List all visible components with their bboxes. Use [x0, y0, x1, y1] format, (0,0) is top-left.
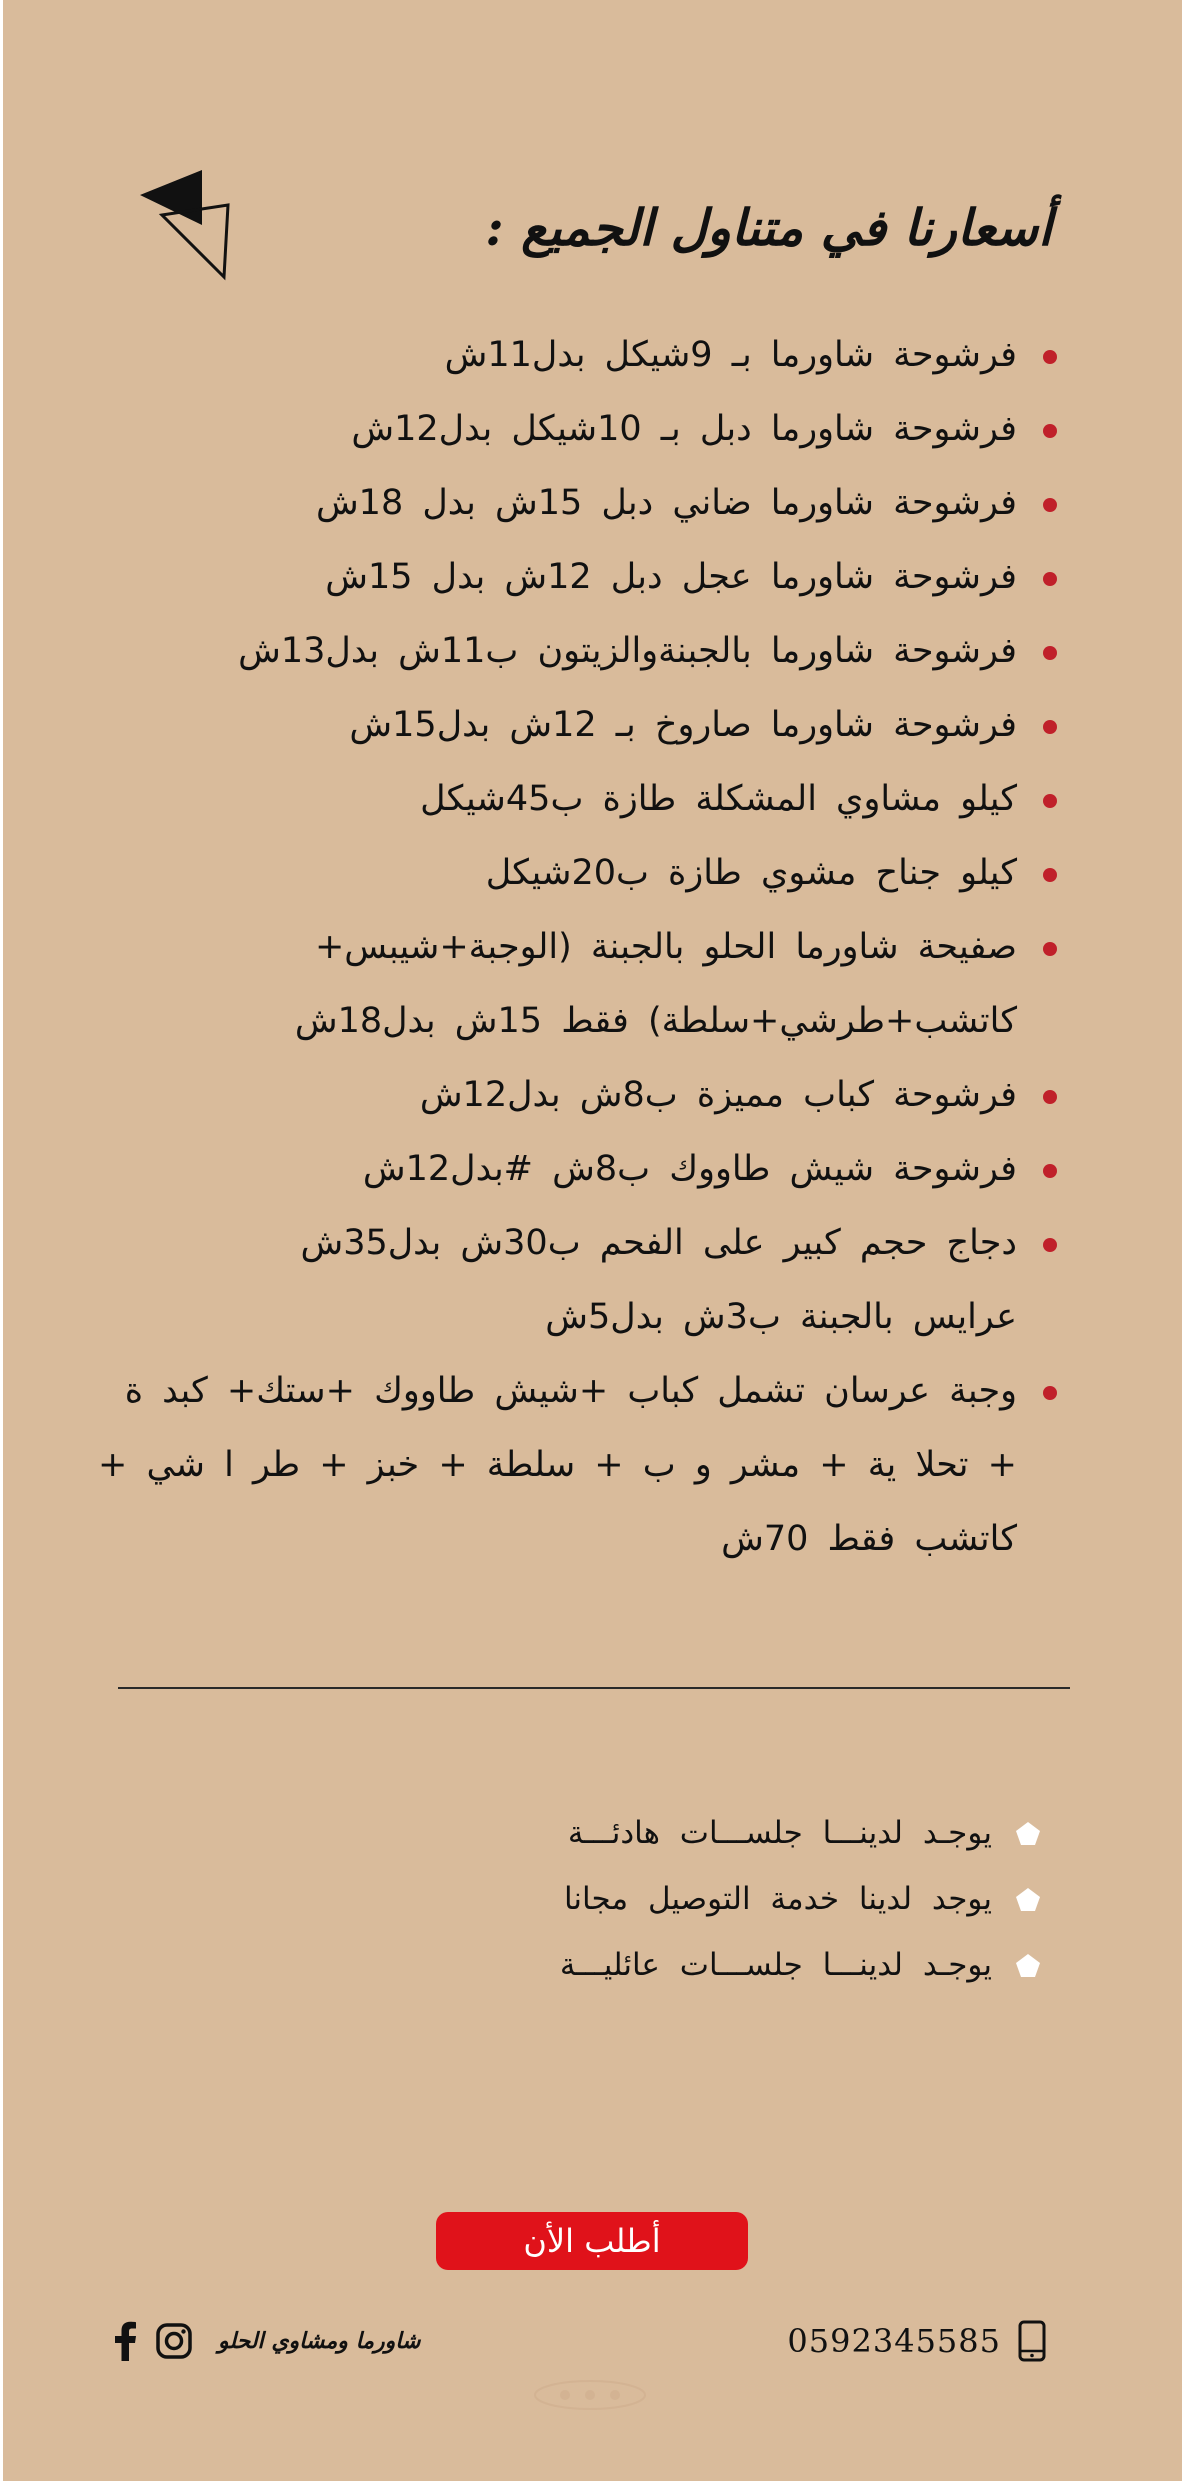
pentagon-bullet-icon [1014, 1886, 1042, 1914]
pentagon-bullet-icon [1014, 1952, 1042, 1980]
menu-item-text: كيلو جناح مشوي طازة ب20شيكل [485, 853, 1017, 893]
bullet-dot-icon [1043, 868, 1057, 882]
list-item [97, 1206, 1057, 1280]
section-divider [118, 1687, 1070, 1689]
list-item [97, 614, 1057, 688]
menu-item-text: فرشوحة شاورما بالجبنةوالزيتون ب11ش بدل13ش [238, 631, 1017, 671]
triangles-logo-icon [130, 165, 240, 285]
menu-item-text: وجبة عرسان تشمل كباب +شيش طاووك +ستك+ كبد ة + تحلا ية + مشر و ب + سلطة + خبز + طر ا شي + كاتشب فقط 70ش [98, 1371, 1017, 1559]
menu-item-text: فرشوحة شاورما عجل دبل 12ش بدل 15ش [325, 557, 1017, 597]
list-item [97, 392, 1057, 466]
social-links [112, 2318, 420, 2364]
menu-item-text: فرشوحة شيش طاووك ب8ش #بدل12ش [362, 1149, 1017, 1189]
watermark-logo-icon [525, 2375, 655, 2415]
list-item [342, 1800, 1042, 1866]
brand-name: شاورما ومشاوي الحلو [218, 2328, 421, 2354]
list-item [97, 762, 1057, 836]
list-item [342, 1932, 1042, 1998]
bullet-dot-icon [1043, 1386, 1057, 1400]
bullet-dot-icon [1043, 646, 1057, 660]
mobile-phone-icon [1017, 2320, 1047, 2362]
menu-item-text: فرشوحة شاورما صاروخ بـ 12ش بدل15ش [349, 705, 1017, 745]
price-list [97, 318, 1057, 1576]
menu-item-text: عرايس بالجبنة ب3ش بدل5ش [545, 1297, 1017, 1337]
list-item [97, 1058, 1057, 1132]
menu-item-text: فرشوحة شاورما ضاني دبل 15ش بدل 18ش [315, 483, 1017, 523]
list-item [97, 836, 1057, 910]
menu-item-text: فرشوحة شاورما دبل بـ 10شيكل بدل12ش [351, 409, 1017, 449]
bullet-dot-icon [1043, 1090, 1057, 1104]
feature-text: يوجـد لدينـــا جلســـات عائليـــة [559, 1947, 992, 1983]
list-item [97, 910, 1057, 1058]
bullet-dot-icon [1043, 1238, 1057, 1252]
list-item [97, 540, 1057, 614]
list-item [342, 1866, 1042, 1932]
menu-item-text: كيلو مشاوي المشكلة طازة ب45شيكل [420, 779, 1017, 819]
facebook-icon[interactable] [112, 2321, 138, 2361]
instagram-icon[interactable] [156, 2323, 192, 2359]
list-item [97, 1280, 1057, 1354]
feature-text: يوجد لدينا خدمة التوصيل مجانا [563, 1881, 992, 1917]
order-now-button[interactable]: أطلب الأن [436, 2212, 748, 2270]
phone-contact[interactable] [787, 2318, 1047, 2364]
bullet-dot-icon [1043, 942, 1057, 956]
menu-item-text: صفيحة شاورما الحلو بالجبنة (الوجبة+شيبس+ كاتشب+طرشي+سلطة) فقط 15ش بدل18ش [294, 927, 1017, 1041]
list-item [97, 688, 1057, 762]
bullet-dot-icon [1043, 498, 1057, 512]
list-item [97, 466, 1057, 540]
bullet-dot-icon [1043, 1164, 1057, 1178]
menu-item-text: فرشوحة شاورما بـ 9شيكل بدل11ش [444, 335, 1017, 375]
pentagon-bullet-icon [1014, 1820, 1042, 1848]
bullet-dot-icon [1043, 572, 1057, 586]
list-item [97, 1354, 1057, 1576]
menu-item-text: دجاج حجم كبير على الفحم ب30ش بدل35ش [300, 1223, 1017, 1263]
phone-number[interactable]: 0592345585 [787, 2322, 1001, 2360]
features-list [342, 1800, 1042, 1998]
list-item [97, 1132, 1057, 1206]
page-title: أسعارنا في متناول الجميع : [485, 198, 1052, 257]
bullet-dot-icon [1043, 720, 1057, 734]
bullet-dot-icon [1043, 794, 1057, 808]
feature-text: يوجـد لدينـــا جلســـات هادئـــة [567, 1815, 992, 1851]
bullet-dot-icon [1043, 350, 1057, 364]
list-item [97, 318, 1057, 392]
menu-item-text: فرشوحة كباب مميزة ب8ش بدل12ش [419, 1075, 1017, 1115]
bullet-dot-icon [1043, 424, 1057, 438]
